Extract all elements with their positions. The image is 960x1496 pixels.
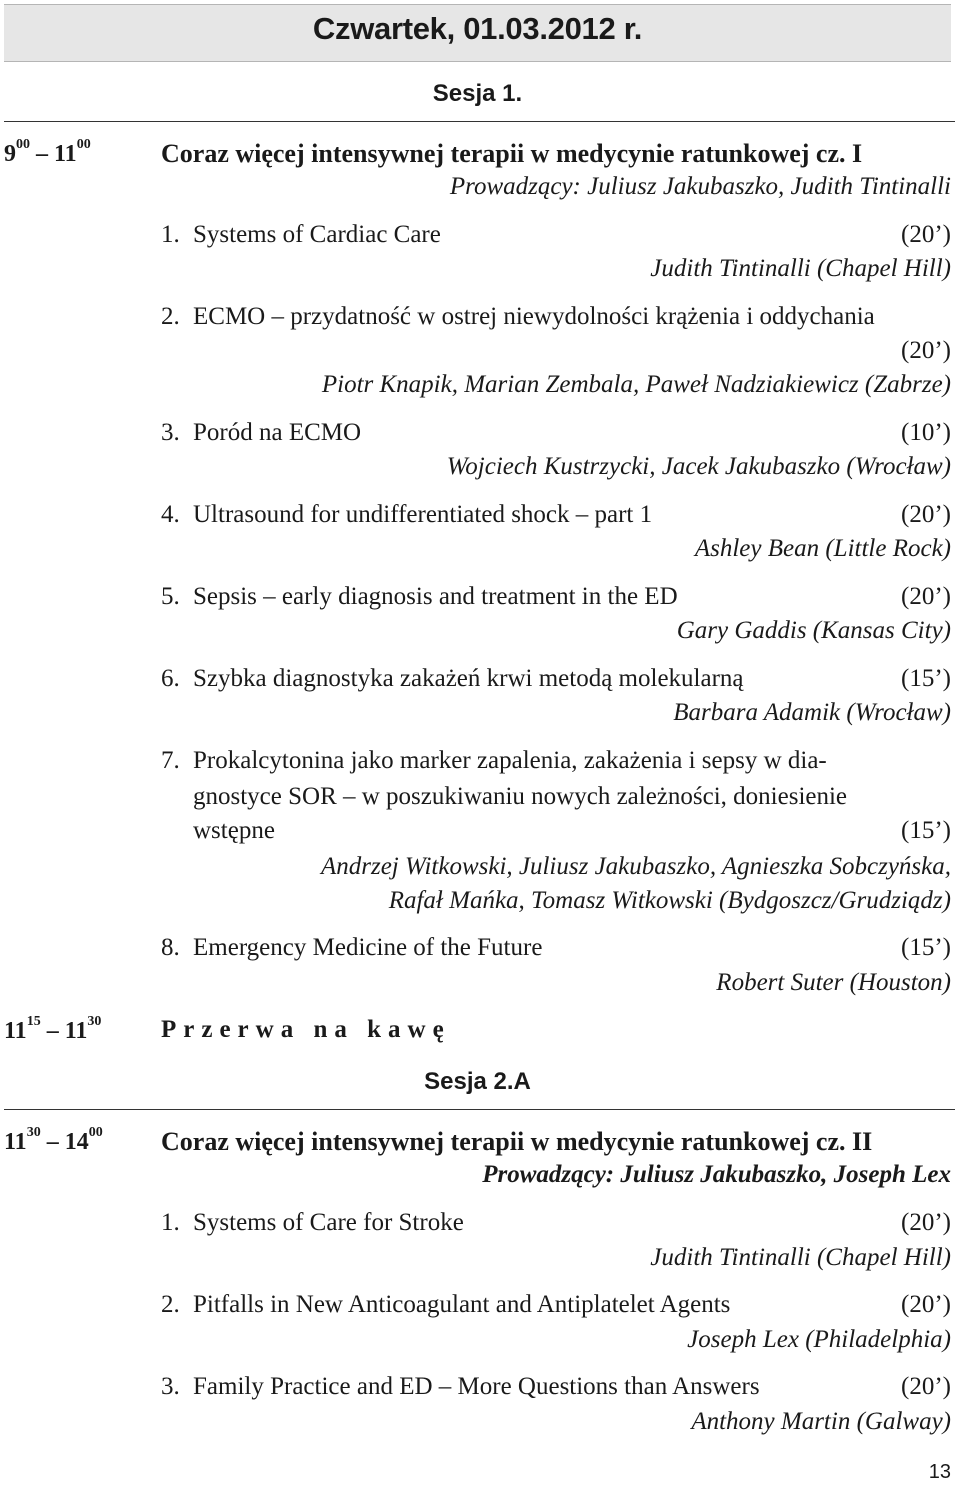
- talk-s1-2-duration: (20’): [901, 337, 951, 364]
- break-time: $11^{15} - 11^{30}$: [4, 1014, 102, 1044]
- session-1-label: Sesja 1.: [432, 80, 523, 107]
- talk-s1-5: 5. Sepsis – early diagnosis and treatment in the ED: [161, 583, 678, 610]
- talk-s1-7: 7. Prokalcytonina jako marker zapalenia, zakażenia i sepsy w dia-: [161, 747, 827, 774]
- talk-s2-3: 3. Family Practice and ED – More Questions than Answers: [161, 1373, 760, 1400]
- talk-s2-2: 2. Pitfalls in New Anticoagulant and Antiplatelet Agents: [161, 1291, 731, 1318]
- page-number: 13: [928, 1461, 951, 1483]
- talk-s1-2: 2. ECMO – przydatność w ostrej niewydolności krążenia i oddychania: [161, 303, 875, 330]
- talk-s2-2-duration: (20’): [901, 1291, 951, 1318]
- talk-s1-6: 6. Szybka diagnostyka zakażeń krwi metodą molekularną: [161, 665, 744, 692]
- talk-s1-1: 1. Systems of Cardiac Care: [161, 221, 441, 248]
- talk-s1-3-authors: Wojciech Kustrzycki, Jacek Jakubaszko (Wrocław): [446, 453, 951, 480]
- talk-s1-7-duration: (15’): [901, 817, 951, 844]
- session-2a-title: Coraz więcej intensywnej terapii w medycynie ratunkowej cz. II: [161, 1127, 873, 1156]
- session-1-time: $9^{00} - 11^{00}$: [4, 137, 91, 167]
- talk-s1-3: 3. Poród na ECMO: [161, 419, 362, 446]
- talk-s2-1-authors: Judith Tintinalli (Chapel Hill): [650, 1244, 951, 1271]
- talk-s1-8: 8. Emergency Medicine of the Future: [161, 934, 543, 961]
- talk-s2-2-authors: Joseph Lex (Philadelphia): [687, 1326, 951, 1353]
- talk-s1-6-authors: Barbara Adamik (Wrocław): [673, 699, 951, 726]
- session-1-moderators: Prowadzący: Juliusz Jakubaszko, Judith Tintinalli: [449, 173, 951, 200]
- session-2a-time: $11^{30} - 14^{00}$: [4, 1125, 103, 1155]
- date-header: Czwartek, 01.03.2012 r.: [312, 11, 643, 46]
- coffee-break-label: Przerwa na kawę: [161, 1016, 451, 1043]
- session-1-title: Coraz więcej intensywnej terapii w medycynie ratunkowej cz. I: [161, 139, 863, 168]
- talk-s1-5-duration: (20’): [901, 583, 951, 610]
- talk-s1-4: 4. Ultrasound for undifferentiated shock – part 1: [161, 501, 653, 528]
- talk-s1-4-duration: (20’): [901, 501, 951, 528]
- talk-s1-8-authors: Robert Suter (Houston): [716, 969, 951, 996]
- talk-s2-1-duration: (20’): [901, 1209, 951, 1236]
- talk-s1-7-authors-line-1: Andrzej Witkowski, Juliusz Jakubaszko, Agnieszka Sobczyńska,: [320, 853, 951, 880]
- talk-s1-3-duration: (10’): [901, 419, 951, 446]
- divider-session-2a: [4, 1109, 955, 1110]
- talk-s1-1-duration: (20’): [901, 221, 951, 248]
- talk-s2-1: 1. Systems of Care for Stroke: [161, 1209, 464, 1236]
- session-2a-moderators: Prowadzący: Juliusz Jakubaszko, Joseph Lex: [482, 1161, 951, 1188]
- talk-s1-1-authors: Judith Tintinalli (Chapel Hill): [650, 255, 951, 282]
- talk-s1-8-duration: (15’): [901, 934, 951, 961]
- talk-s1-7-line-3: wstępne: [193, 817, 275, 844]
- talk-s2-3-duration: (20’): [901, 1373, 951, 1400]
- session-2a-label: Sesja 2.A: [424, 1068, 531, 1095]
- talk-s1-2-authors: Piotr Knapik, Marian Zembala, Paweł Nadziakiewicz (Zabrze): [321, 371, 951, 398]
- talk-s1-4-authors: Ashley Bean (Little Rock): [694, 535, 951, 562]
- talk-s1-6-duration: (15’): [901, 665, 951, 692]
- talk-s1-7-authors-line-2: Rafał Mańka, Tomasz Witkowski (Bydgoszcz/Grudziądz): [388, 887, 951, 914]
- talk-s2-3-authors: Anthony Martin (Galway): [691, 1408, 951, 1435]
- talk-s1-7-line-2: gnostyce SOR – w poszukiwaniu nowych zależności, doniesienie: [193, 783, 848, 810]
- talk-s1-5-authors: Gary Gaddis (Kansas City): [676, 617, 951, 644]
- divider-session-1: [4, 121, 955, 122]
